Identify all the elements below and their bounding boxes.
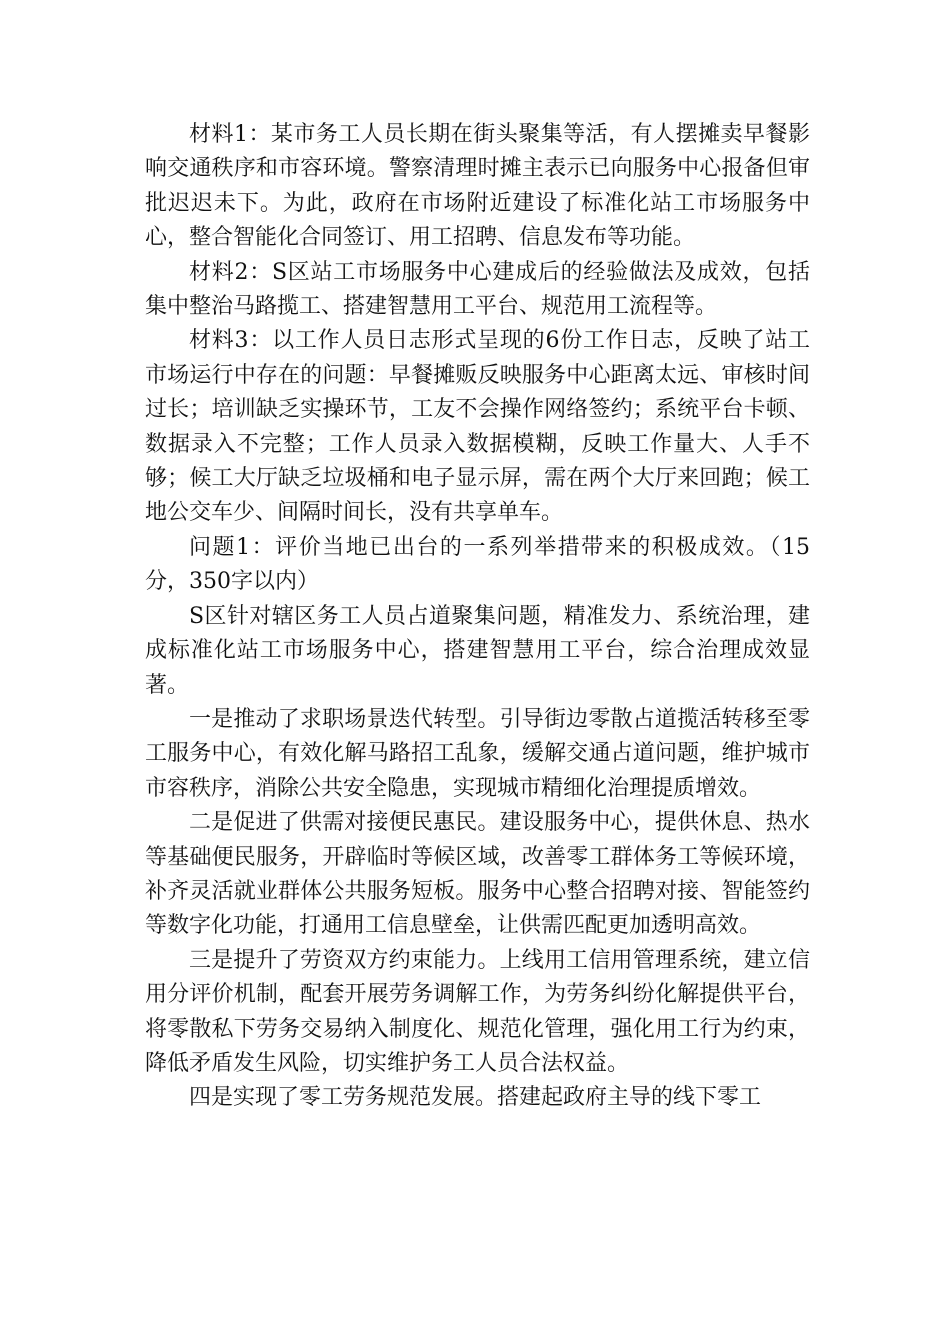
material-2-paragraph: 材料2：S区站工市场服务中心建成后的经验做法及成效，包括集中整治马路揽工、搭建智慧用工平台、规范用工流程等。: [145, 259, 810, 320]
material-3-paragraph: 材料3：以工作人员日志形式呈现的6份工作日志，反映了站工市场运行中存在的问题：早餐摊贩反映服务中心距离太远、审核时间过长；培训缺乏实操环节，工友不会操作网络签约；系统平台卡顿、数据录入不完整；工作人员录入数据模糊，反映工作量大、人手不够；候工大厅缺乏垃圾桶和电子显示屏，需在两个大厅来回跑；候工地公交车少、间隔时间长，没有共享单车。: [145, 328, 810, 526]
answer-point-1-paragraph: 一是推动了求职场景迭代转型。引导街边零散占道揽活转移至零工服务中心，有效化解马路招工乱象，缓解交通占道问题，维护城市市容秩序，消除公共安全隐患，实现城市精细化治理提质增效。: [145, 706, 810, 801]
answer-point-4-paragraph: 四是实现了零工劳务规范发展。搭建起政府主导的线下零工: [189, 1085, 762, 1111]
answer-point-2-paragraph: 二是促进了供需对接便民惠民。建设服务中心，提供休息、热水等基础便民服务，开辟临时等候区域，改善零工群体务工等候环境，补齐灵活就业群体公共服务短板。服务中心整合招聘对接、智能签约等数字化功能，打通用工信息壁垒，让供需匹配更加透明高效。: [145, 810, 810, 939]
question-1-paragraph: 问题1：评价当地已出台的一系列举措带来的积极成效。（15分，350字以内）: [145, 534, 810, 595]
document-body: [145, 118, 810, 1116]
material-1-paragraph: 材料1：某市务工人员长期在街头聚集等活，有人摆摊卖早餐影响交通秩序和市容环境。警察清理时摊主表示已向服务中心报备但审批迟迟未下。为此，政府在市场附近建设了标准化站工市场服务中心，整合智能化合同签订、用工招聘、信息发布等功能。: [145, 122, 810, 251]
answer-point-3-paragraph: 三是提升了劳资双方约束能力。上线用工信用管理系统，建立信用分评价机制，配套开展劳务调解工作，为劳务纠纷化解提供平台，将零散私下劳务交易纳入制度化、规范化管理，强化用工行为约束，降低矛盾发生风险，切实维护务工人员合法权益。: [145, 947, 810, 1076]
answer-intro-paragraph: S区针对辖区务工人员占道聚集问题，精准发力、系统治理，建成标准化站工市场服务中心，搭建智慧用工平台，综合治理成效显著。: [145, 603, 810, 698]
